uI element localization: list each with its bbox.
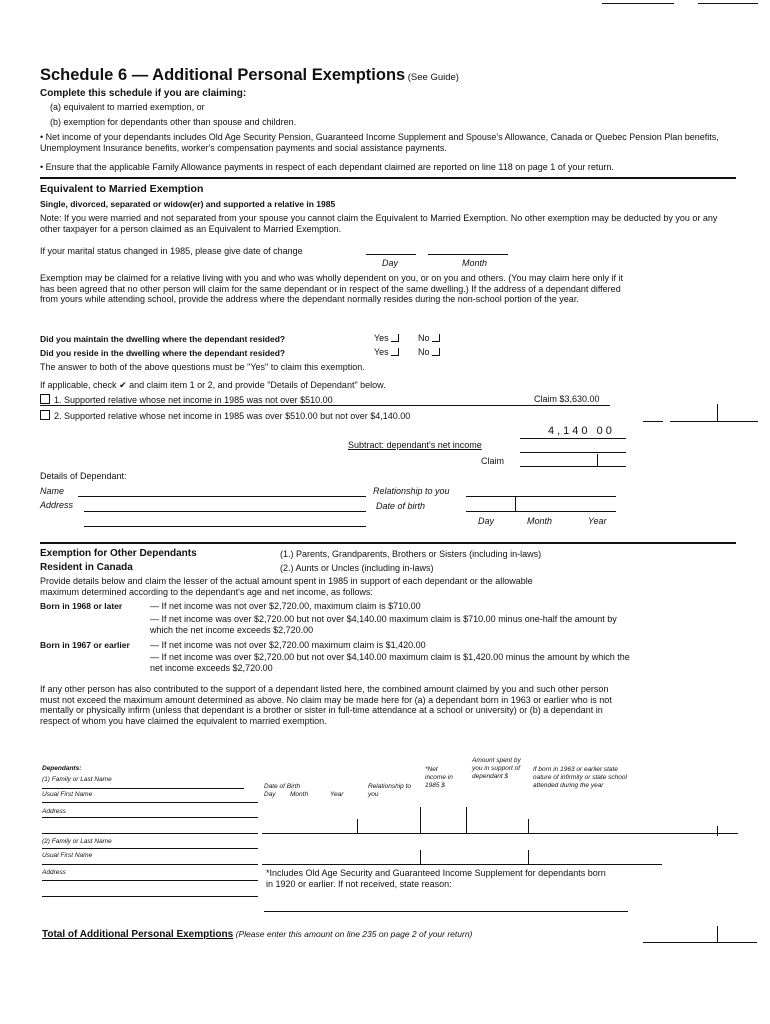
total-instruction: (Please enter this amount on line 235 on page 2 of your return): [235, 929, 473, 939]
q1-no[interactable]: [418, 333, 440, 343]
item-1-checkbox[interactable]: [40, 394, 50, 404]
other-heading-1: Exemption for Other Dependants: [40, 548, 197, 559]
first-name-1: Usual First Name: [42, 791, 93, 798]
details-label: Details of Dependant:: [40, 471, 127, 481]
born-1967-rule-1: — If net income was not over $2,720.00 maximum claim is $1,420.00: [150, 640, 426, 650]
dob-month: Month: [527, 516, 553, 526]
address-label: Address: [40, 500, 74, 510]
q2-no-box[interactable]: [432, 348, 440, 356]
relationship-label: Relationship to you: [373, 486, 450, 496]
intro-bullet-2: • Ensure that the applicable Family Allowance payments in respect of each dependant claimed are reported on line 118 on page 1 of your return.: [40, 162, 614, 172]
relationship-header: Relationship to you: [368, 783, 411, 798]
dependants-label: Dependants:: [42, 765, 82, 772]
q2-yes-box[interactable]: [391, 348, 399, 356]
provide-text: Provide details below and claim the lesser of the actual amount spent in 1985 in support of each dependant or the allowable maximum determined according to the dependant's age and net income, as follows:: [40, 576, 533, 597]
claim-1: Claim $3,630.00: [534, 394, 600, 404]
born-1967: Born in 1967 or earlier: [40, 640, 130, 650]
dob-year: Year: [588, 516, 607, 526]
month-label: Month: [462, 258, 488, 268]
first-name-2: Usual First Name: [42, 852, 93, 859]
amount-spent-header: Amount spent by you in support of dependant $: [472, 757, 521, 780]
intro-bullet-1: • Net income of your dependants includes Old Age Security Pension, Guaranteed Income Supplement and Spouse's Allowance, Canada or Quebec Pension Plan benefits, Unemployment Insurance benefits, worker's compensation payments and social assistance payments.: [40, 132, 719, 153]
net-income-header: *Net income in 1985 $: [425, 766, 453, 789]
category-2: (2.) Aunts or Uncles (including in-laws): [280, 563, 434, 573]
dob-day-header: Day: [264, 791, 276, 798]
item-2-text: 2. Supported relative whose net income in 1985 was over $510.00 but not over $4,140.00: [54, 411, 411, 421]
intro-item-b: (b) exemption for dependants other than spouse and children.: [50, 117, 297, 127]
total-label: Total of Additional Personal Exemptions: [42, 929, 234, 940]
question-2: Did you reside in the dwelling where the dependant resided?: [40, 348, 286, 358]
family-name-1: (1) Family or Last Name: [42, 776, 112, 783]
page-title: [40, 66, 459, 85]
q1-no-box[interactable]: [432, 334, 440, 342]
dob-header: Date of Birth: [264, 783, 301, 790]
address-2: Address: [42, 869, 66, 876]
name-label: Name: [40, 486, 65, 496]
claim-label: Claim: [481, 456, 505, 466]
q2-no-label: No: [418, 347, 430, 357]
q2-no[interactable]: [418, 347, 440, 357]
item-1-text: 1. Supported relative whose net income in 1985 was not over $510.00: [54, 395, 333, 405]
dob-year-header: Year: [330, 791, 344, 798]
item-1-row[interactable]: [40, 394, 333, 405]
item-2-checkbox[interactable]: [40, 410, 50, 420]
subtract-label: Subtract: dependant's net income: [348, 440, 482, 450]
address-1: Address: [42, 808, 66, 815]
equivalent-heading: Equivalent to Married Exemption: [40, 183, 204, 195]
amount-4140: 4,140 00: [548, 425, 615, 437]
intro-heading: Complete this schedule if you are claiming:: [40, 88, 247, 99]
dob-day: Day: [478, 516, 495, 526]
net-income-footnote: *Includes Old Age Security and Guaranteed Income Supplement for dependants born in 1920 or earlier. If not received, state reason:: [266, 868, 606, 889]
day-label: Day: [382, 258, 399, 268]
checkmark-icon: ✔: [119, 380, 127, 390]
q1-yes-box[interactable]: [391, 334, 399, 342]
question-1: Did you maintain the dwelling where the dependant resided?: [40, 334, 286, 344]
answer-note: The answer to both of the above questions must be "Yes" to claim this exemption.: [40, 362, 365, 372]
dob-label: Date of birth: [376, 501, 426, 511]
intro-item-a: (a) equivalent to married exemption, or: [50, 102, 205, 112]
dob-month-header: Month: [290, 791, 309, 798]
equivalent-note: Note: If you were married and not separated from your spouse you cannot claim the Equivalent to Married Exemption. No other exemption may be deducted by you or any other taxpayer for a person claimed as an Equivalent to Married Exemption.: [40, 213, 718, 234]
equivalent-subheading: Single, divorced, separated or widow(er) and supported a relative in 1985: [40, 199, 336, 209]
applicable-line: [40, 380, 386, 391]
family-name-2: (2) Family or Last Name: [42, 838, 112, 845]
q1-no-label: No: [418, 333, 430, 343]
item-2-row[interactable]: [40, 410, 410, 421]
q2-yes[interactable]: [374, 347, 399, 357]
if-born-header: If born in 1963 or earlier state nature of infirmity or state school attended during the year: [533, 766, 627, 789]
q2-yes-label: Yes: [374, 347, 389, 357]
born-1967-rule-2: — If net income was over $2,720.00 but not over $4,140.00 maximum claim is $1,420.00 minus the amount by which the net income exceeds $2,720.00: [150, 652, 630, 673]
q1-yes[interactable]: [374, 333, 399, 343]
title-text: Schedule 6 — Additional Personal Exemptions: [40, 66, 406, 84]
category-1: (1.) Parents, Grandparents, Brothers or Sisters (including in-laws): [280, 549, 542, 559]
other-paragraph: If any other person has also contributed to the support of a dependant listed here, the combined amount claimed by you and such other person must not exceed the maximum amount determined as above. No claim may be made here for (a) a dependant born in 1963 or earlier who is not mentally or physically infirm (unless that dependant is a brother or sister in full-time attendance at a school or university) or (b) a dependant in respect of whom you have claimed the equivalent to married exemption.: [40, 684, 612, 726]
born-1968: Born in 1968 or later: [40, 601, 123, 611]
applicable-text: If applicable, check: [40, 380, 117, 390]
total-line: [42, 929, 472, 940]
born-1968-rule-1: — If net income was not over $2,720.00, maximum claim is $710.00: [150, 601, 421, 611]
other-heading-2: Resident in Canada: [40, 562, 133, 573]
equivalent-paragraph: Exemption may be claimed for a relative living with you and who was wholly dependent on you, or on you and others. (You may claim here only if it has been agreed that no other person will claim for the same dependant or in respect of the same dwelling.) If the address of a dependant differed from yours while attending school, provide the address where the dependant normally resides during the non-school portion of the year.: [40, 273, 623, 304]
q1-yes-label: Yes: [374, 333, 389, 343]
see-guide: (See Guide): [407, 72, 459, 83]
applicable-tail: and claim item 1 or 2, and provide "Details of Dependant" below.: [129, 380, 386, 390]
marital-change: If your marital status changed in 1985, please give date of change: [40, 246, 303, 256]
born-1968-rule-2: — If net income was over $2,720.00 but not over $4,140.00 maximum claim is $710.00 minus one-half the amount by which the net income exceeds $2,720.00: [150, 614, 617, 635]
